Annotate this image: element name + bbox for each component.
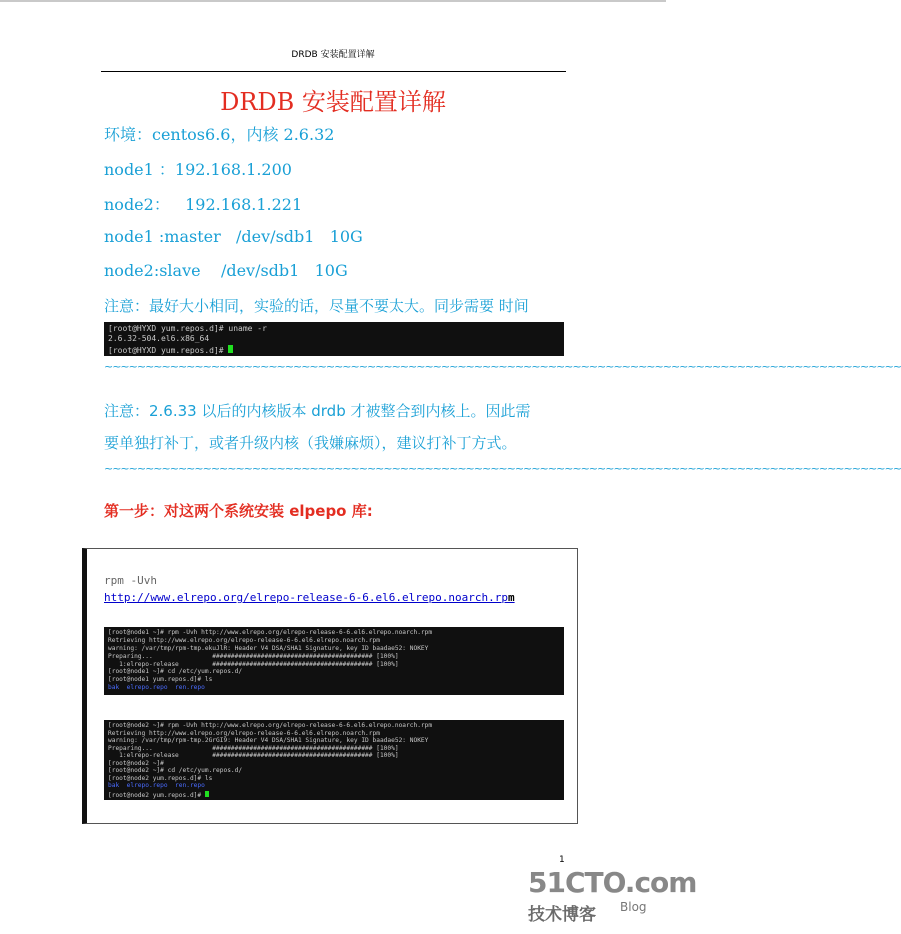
terminal-prompt: [root@HYXD yum.repos.d]# [108, 346, 229, 355]
env-line-2: node1 ：192.168.1.200 [104, 160, 292, 179]
env-line-4: node1 :master /dev/sdb1 10G [104, 227, 363, 246]
note-kernel-line-1: 注意：2.6.33 以后的内核版本 drdb 才被整合到内核上。因此需 [104, 402, 531, 420]
terminal-node2 [104, 720, 564, 800]
terminal-line: bak elrepo.repo ren.repo [108, 684, 205, 692]
tilde-divider-2: ~~~~~~~~~~~~~~~~~~~~~~~~~~~~~~~~~~~~~~~~~~~~~~~~~~~~~~~~~~~~~~~~~~~~~~~~~~~~~~~~~~~~~~~~~~~~~~~~~ [104, 462, 901, 475]
terminal-line: 1:elrepo-release ########################################### [100%] [108, 660, 399, 668]
rpm-url-text[interactable]: http://www.elrepo.org/elrepo-release-6-6.el6.elrepo.noarch.rp [104, 591, 508, 604]
terminal-line: [root@node1 yum.repos.d]# ls [108, 676, 213, 684]
terminal-line: warning: /var/tmp/rpm-tmp.2GrGI9: Header V4 DSA/SHA1 Signature, key ID baadae52: NOKEY [108, 737, 429, 744]
terminal-cursor [228, 345, 233, 353]
env-line-3: node2： 192.168.1.221 [104, 195, 303, 214]
terminal-line: [root@HYXD yum.repos.d]# uname -r [108, 324, 267, 333]
watermark-logo [528, 866, 697, 926]
note-kernel-line-2: 要单独打补丁，或者升级内核（我嫌麻烦），建议打补丁方式。 [104, 434, 517, 452]
running-header: DRDB 安装配置详解 [291, 50, 375, 60]
terminal-line: [root@node2 ~]# cd /etc/yum.repos.d/ [108, 767, 243, 774]
page-number: 1 [559, 855, 565, 865]
terminal-line: bak elrepo.repo ren.repo [108, 782, 205, 789]
terminal-prompt: [root@node2 yum.repos.d]# [108, 791, 205, 799]
terminal-line: Preparing... ########################################### [100%] [108, 652, 399, 660]
terminal-line: 2.6.32-504.el6.x86_64 [108, 334, 210, 343]
page-top-border [0, 0, 666, 2]
rpm-url-link[interactable] [104, 591, 515, 604]
watermark-main: 51CTO.com [528, 866, 697, 899]
step-one-heading: 第一步：对这两个系统安装 elpepo 库: [104, 502, 373, 520]
terminal-line: Preparing... ########################################### [100%] [108, 744, 399, 752]
terminal-line: [root@node2 ~]# rpm -Uvh http://www.elrepo.org/elrepo-release-6-6.el6.elrepo.noarch.rpm [108, 722, 433, 729]
terminal-line: 1:elrepo-release ########################################### [100%] [108, 752, 399, 759]
terminal-line: [root@node2 yum.repos.d]# ls [108, 774, 213, 782]
header-rule [101, 71, 566, 72]
rpm-url-end: m [507, 591, 515, 604]
terminal-uname [104, 322, 564, 356]
terminal-line: [root@node1 ~]# cd /etc/yum.repos.d/ [108, 668, 243, 676]
terminal-line: Retrieving http://www.elrepo.org/elrepo-release-6-6.el6.elrepo.noarch.rpm [108, 729, 380, 737]
terminal-line: [root@node2 ~]# [108, 759, 164, 767]
rpm-command: rpm -Uvh [104, 574, 157, 587]
terminal-cursor [205, 791, 209, 797]
tilde-divider-1: ~~~~~~~~~~~~~~~~~~~~~~~~~~~~~~~~~~~~~~~~~~~~~~~~~~~~~~~~~~~~~~~~~~~~~~~~~~~~~~~~~~~~~~~~~~~~~~~~~ [104, 360, 901, 373]
watermark-tag: Blog [620, 900, 647, 914]
env-line-5: node2:slave /dev/sdb1 10G [104, 261, 348, 280]
terminal-line: warning: /var/tmp/rpm-tmp.ekuJlR: Header V4 DSA/SHA1 Signature, key ID baadae52: NOKEY [108, 644, 429, 652]
document-title: DRDB 安装配置详解 [220, 88, 446, 116]
terminal-line [108, 345, 564, 355]
terminal-line: [root@node1 ~]# rpm -Uvh http://www.elrepo.org/elrepo-release-6-6.el6.elrepo.noarch.rpm [108, 629, 433, 636]
terminal-node1 [104, 627, 564, 695]
env-line-1: 环境：centos6.6，内核 2.6.32 [104, 125, 335, 144]
note-size: 注意：最好大小相同，实验的话，尽量不要太大。同步需要 时间 [104, 297, 529, 315]
watermark-sub: 技术博客 [528, 905, 596, 925]
terminal-line [108, 791, 564, 799]
terminal-line: Retrieving http://www.elrepo.org/elrepo-release-6-6.el6.elrepo.noarch.rpm [108, 636, 380, 644]
